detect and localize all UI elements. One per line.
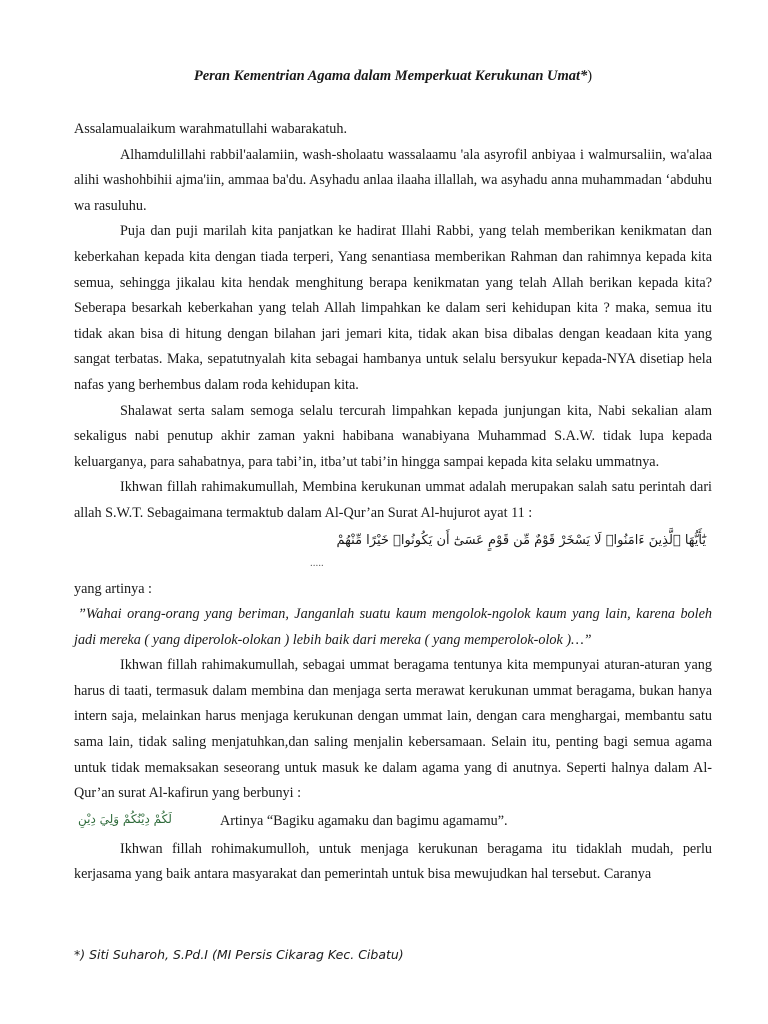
document-title <box>74 66 712 86</box>
translation-label: yang artinya : <box>74 580 153 597</box>
kafirun-meaning: Artinya “Bagiku agamaku dan bagimu agamamu”. <box>220 812 508 829</box>
arabic-verse-ellipsis: ..... <box>310 556 324 569</box>
paragraph-opening: Alhamdulillahi rabbil'aalamiin, wash-sholaatu wassalaamu 'ala asyrofil anbiyaa i walmursaliin, wa'alaa alihi washohbihii ajma'iin, ammaa ba'du. Asyhadu anlaa ilaaha illallah, wa asyhadu anna muhammadan ‘abduhu wa rasuluhu. <box>74 146 712 214</box>
kafirun-arabic: لَكُمْ دِيْنُكُمْ وَلِيَ دِيْنِ <box>78 811 172 826</box>
document-body <box>74 117 712 888</box>
title-tail: ) <box>587 68 593 84</box>
verse-translation: ”Wahai orang-orang yang beriman, Janganlah suatu kaum mengolok-ngolok kaum yang lain, karena boleh jadi mereka ( yang diperolok-olokan ) lebih baik dari mereka ( yang memperolok-olok )…” <box>74 606 712 648</box>
kafirun-verse-line <box>74 807 712 837</box>
title-main: Peran Kementrian Agama dalam Memperkuat Kerukunan Umat* <box>193 68 588 84</box>
greeting: Assalamualaikum warahmatullahi wabarakatuh. <box>74 121 348 137</box>
paragraph-shalawat: Shalawat serta salam semoga selalu tercurah limpahkan kepada junjungan kita, Nabi sekalian alam sekaligus nabi penutup akhir zaman yakni habibana wanabiyana Muhammad S.A.W. tidak lupa kepada keluarganya, para sahabatnya, para tabi’in, itba’ut tabi’in hingga sampai kepada kita selaku ummatnya. <box>74 402 712 470</box>
footnote-author: *) Siti Suharoh, S.Pd.I (MI Persis Cikarag Kec. Cibatu) <box>74 947 404 962</box>
paragraph-praise: Puja dan puji marilah kita panjatkan ke hadirat Illahi Rabbi, yang telah memberikan kenikmatan dan keberkahan kepada kita dengan tiada terperi, Yang senantiasa memberikan Rahman dan rahimnya kepada kita semua, sehingga jikalau kita hendak menghitung berapa kenikmatan yang telah Allah berikan kepada kita? Seberapa besarkah keberkahan yang telah Allah limpahkan ke dalam seri kehidupan kita ? maka, semua itu tidak akan bisa di hitung dengan bilahan jari jemari kita, tidak akan bisa dibalas dengan keadaan kita yang sangat terbatas. Maka, sepatutnyalah kita sebagai hambanya untuk selalu bersyukur kepada-NYA disetiap hela nafas yang berhembus dalam roda kehidupan kita. <box>74 223 712 393</box>
paragraph-aturan: Ikhwan fillah rahimakumullah, sebagai ummat beragama tentunya kita mempunyai aturan-aturan yang harus di taati, termasuk dalam membina dan menjaga serta merawat kerukunan ummat beragama, bukan hanya intern saja, melainkan harus menjaga kerukunan dengan ummat lain, dengan cara menghargai, membantu satu sama lain, tidak saling menjatuhkan,dan saling menjalin kebersamaan. Selain itu, penting bagi semua agama untuk tidak memaksakan seseorang untuk masuk ke dalam agama yang di anutnya. Seperti halnya dalam Al-Qur’an surat Al-kafirun yang berbunyi : <box>74 657 712 802</box>
arabic-verse-block <box>74 531 712 577</box>
arabic-verse: يَٰٓأَيُّهَا ٱلَّذِينَ ءَامَنُوا۟ لَا يَسْخَرْ قَوْمٌ مِّن قَوْمٍ عَسَىٰٓ أَن يَكُونُوا۟ خَيْرًا مِّنْهُمْ <box>336 532 706 548</box>
paragraph-kerukunan: Ikhwan fillah rahimakumullah, Membina kerukunan ummat adalah merupakan salah satu perintah dari allah S.W.T. Sebagaimana termaktub dalam Al-Qur’an Surat Al-hujurot ayat 11 : <box>74 479 712 521</box>
paragraph-kerjasama: Ikhwan fillah rohimakumulloh, untuk menjaga kerukunan beragama itu tidaklah mudah, perlu kerjasama yang baik antara masyarakat dan pemerintah untuk bisa mewujudkan hal tersebut. Caranya <box>74 840 712 883</box>
document-page <box>74 0 712 1024</box>
